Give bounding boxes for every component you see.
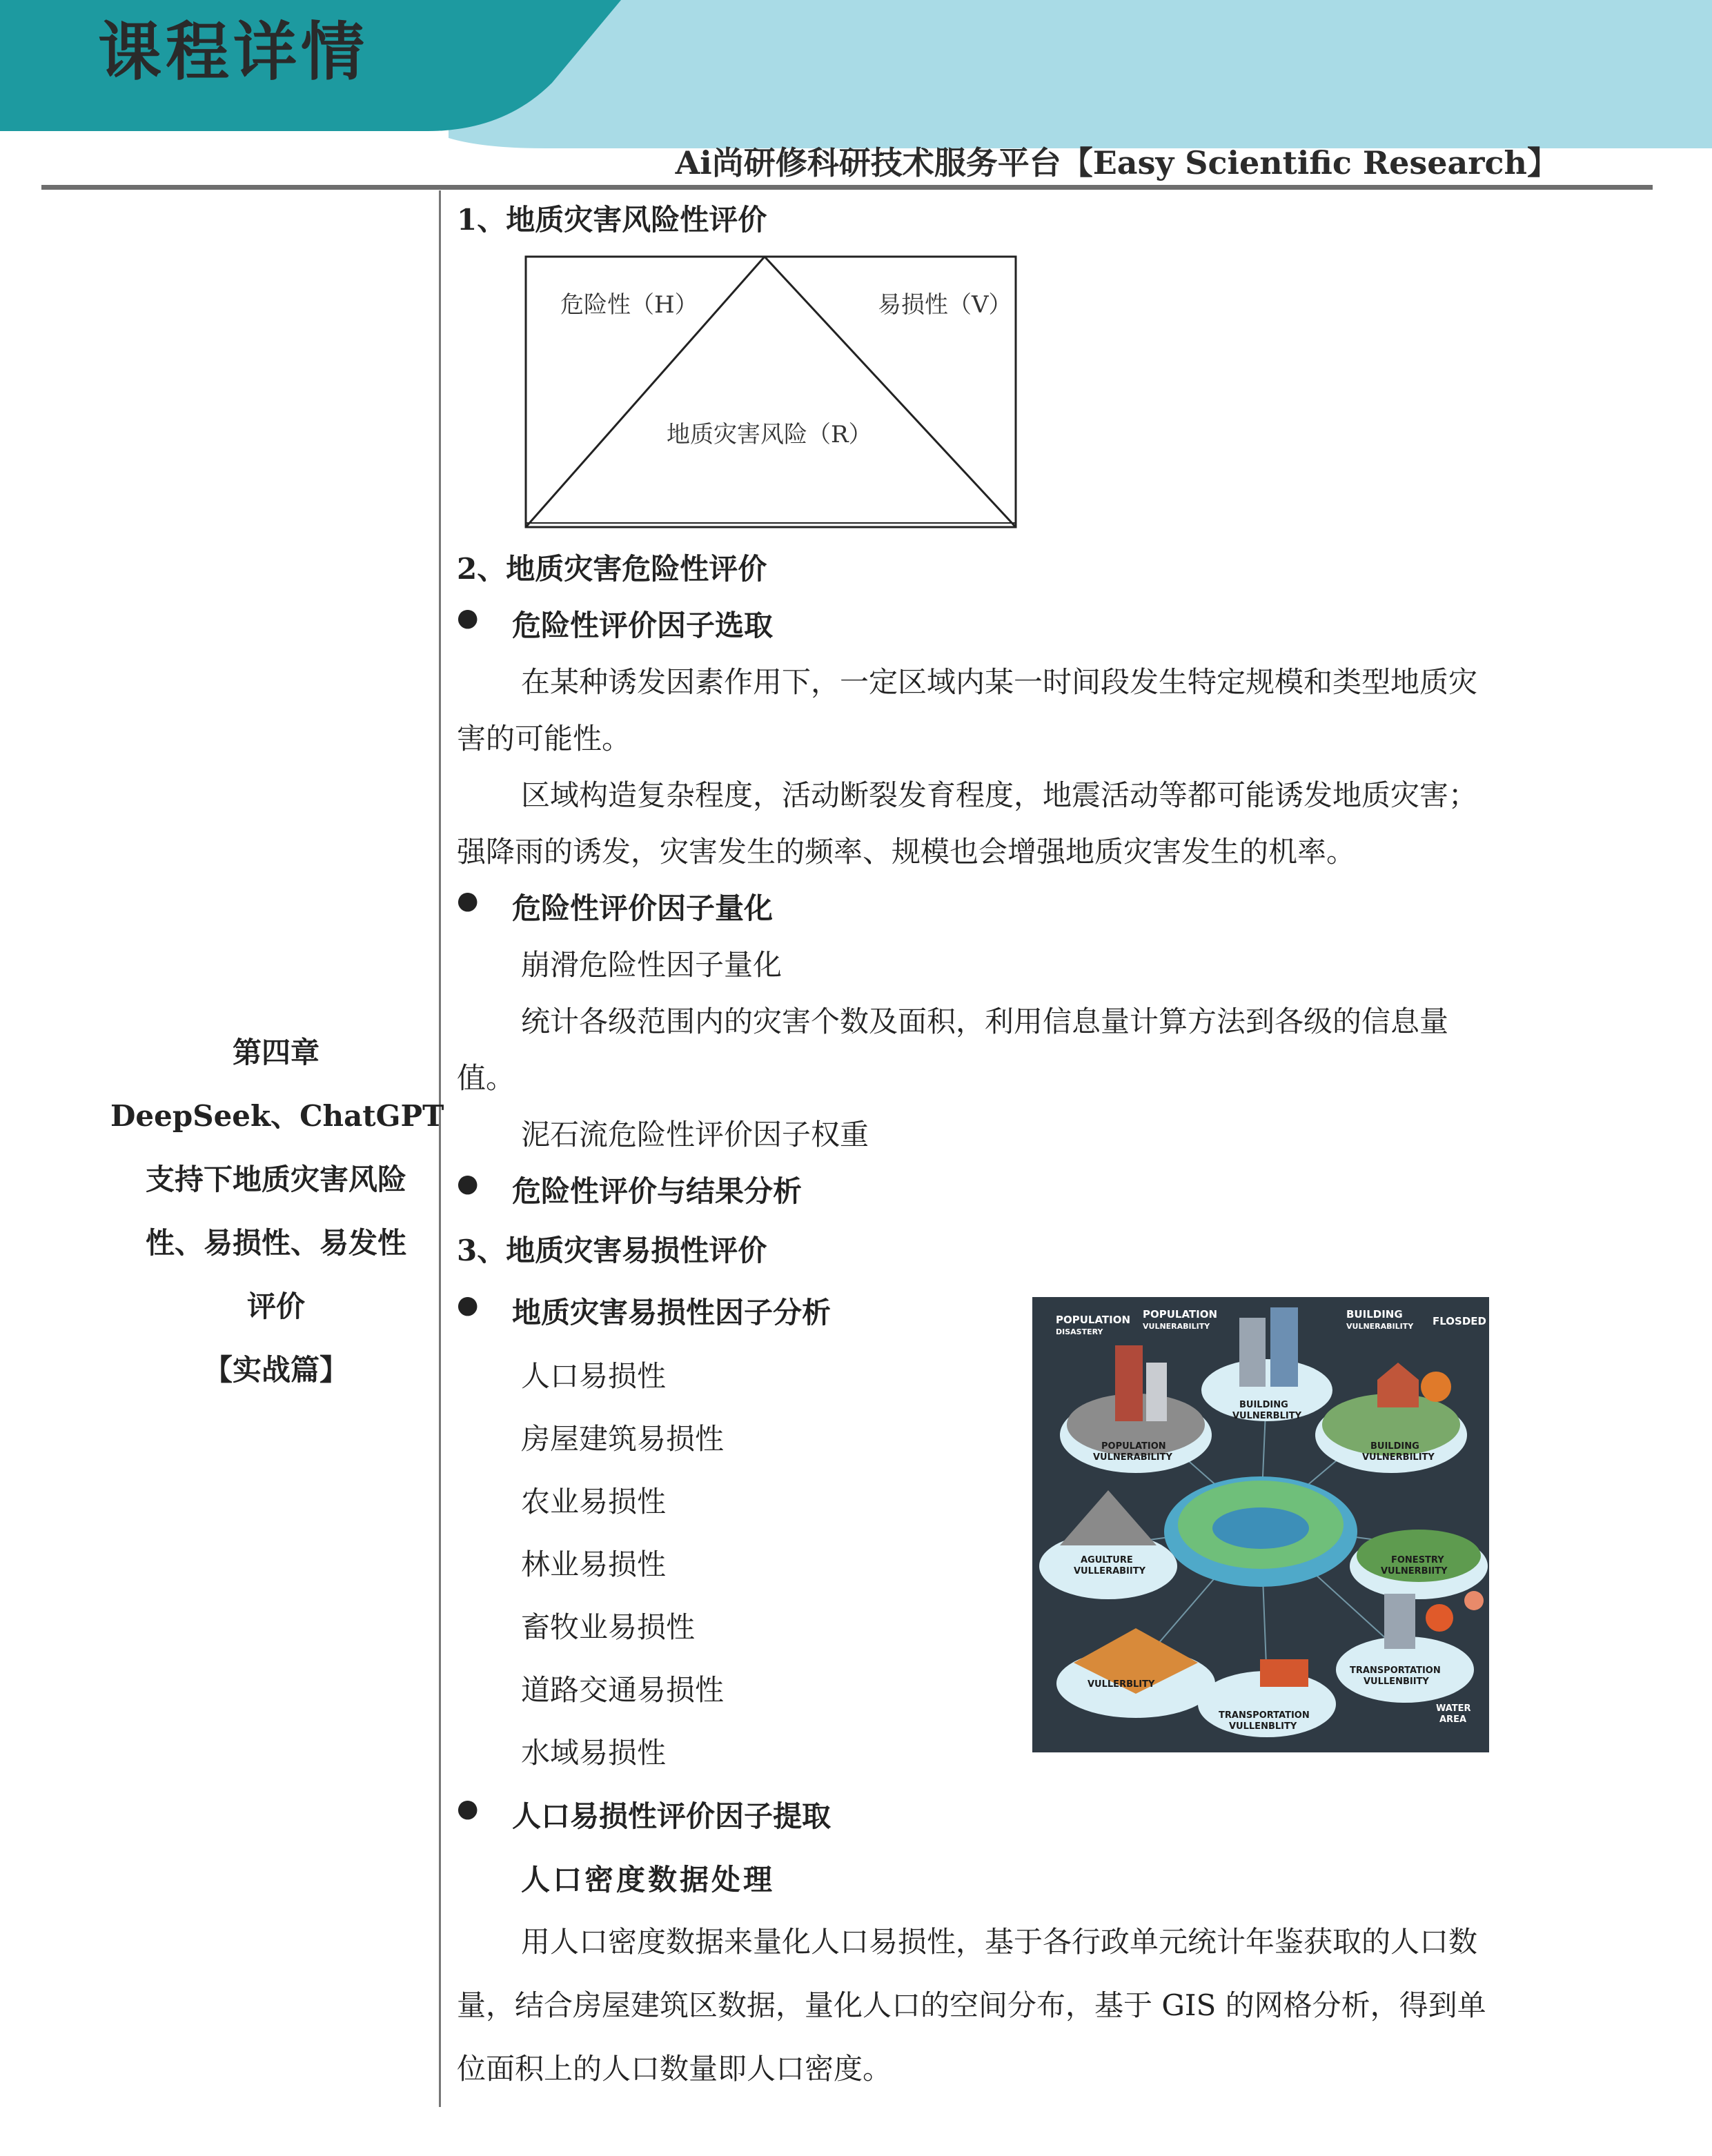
svg-text:VULLENBIITY: VULLENBIITY	[1364, 1677, 1429, 1687]
hazard-label: 危险性（H）	[560, 291, 698, 319]
svg-text:TRANSPORTATION: TRANSPORTATION	[1350, 1665, 1441, 1676]
bullet-factor-quantification: ● 危险性评价因子量化	[457, 886, 773, 927]
svg-text:VULLENBLITY: VULLENBLITY	[1229, 1721, 1297, 1732]
svg-text:FLOSDED: FLOSDED	[1433, 1315, 1486, 1327]
svg-text:VULNERABILITY: VULNERABILITY	[1093, 1452, 1172, 1463]
svg-text:BUILDING: BUILDING	[1346, 1308, 1403, 1321]
svg-text:VULNERBIITY: VULNERBIITY	[1381, 1566, 1448, 1576]
chapter-line: 【实战篇】	[203, 1353, 348, 1387]
svg-text:VULLERABIITY: VULLERABIITY	[1074, 1566, 1145, 1576]
list-item: 崩滑危险性因子量化	[521, 948, 783, 982]
svg-text:BUILDING: BUILDING	[1370, 1441, 1419, 1452]
svg-text:VULNERBILITY: VULNERBILITY	[1362, 1452, 1435, 1463]
list-item: 水域易损性	[521, 1736, 667, 1770]
vulnerability-infographic	[1032, 1297, 1489, 1752]
paragraph-line: 用人口密度数据来量化人口易损性，基于各行政单元统计年鉴获取的人口数	[521, 1925, 1478, 1959]
subsection-title: 人口密度数据处理	[521, 1863, 776, 1897]
platform-name: Ai尚研修科研技术服务平台【Easy Scientific Research】	[675, 144, 1559, 181]
svg-text:VULLERBLITY: VULLERBLITY	[1088, 1679, 1155, 1690]
header-divider	[41, 185, 1653, 190]
list-item: 泥石流危险性评价因子权重	[521, 1118, 869, 1151]
paragraph-line: 在某种诱发因素作用下，一定区域内某一时间段发生特定规模和类型地质灾	[521, 665, 1478, 699]
bullet-result-analysis: ● 危险性评价与结果分析	[457, 1169, 802, 1210]
chapter-line: 性、易损性、易发性	[145, 1226, 406, 1260]
list-item: 畜牧业易损性	[521, 1610, 696, 1644]
bullet-factor-selection: ● 危险性评价因子选取	[457, 603, 773, 644]
section-title-vulnerability: 3、地质灾害易损性评价	[457, 1234, 767, 1267]
svg-text:POPULATION: POPULATION	[1101, 1441, 1166, 1452]
risk-triangle-diagram	[524, 255, 1021, 531]
section-title-risk: 1、地质灾害风险性评价	[457, 203, 767, 237]
section-title-hazard: 2、地质灾害危险性评价	[457, 552, 767, 586]
svg-text:VULNERBLITY: VULNERBLITY	[1232, 1411, 1301, 1421]
chapter-title	[110, 1021, 442, 1402]
svg-text:DISASTERY: DISASTERY	[1056, 1327, 1103, 1336]
chapter-line: 支持下地质灾害风险	[145, 1163, 406, 1196]
paragraph-line: 区域构造复杂程度，活动断裂发育程度，地震活动等都可能诱发地质灾害；	[521, 778, 1478, 812]
list-item: 人口易损性	[521, 1359, 667, 1393]
svg-text:AGULTURE: AGULTURE	[1081, 1555, 1133, 1565]
svg-text:VULNERABILITY: VULNERABILITY	[1143, 1322, 1210, 1331]
svg-text:FONESTRY: FONESTRY	[1391, 1555, 1444, 1565]
svg-text:POPULATION: POPULATION	[1143, 1308, 1218, 1321]
list-item: 农业易损性	[521, 1485, 667, 1519]
bullet-vulnerability-factors: ● 地质灾害易损性因子分析	[457, 1290, 831, 1332]
paragraph-line: 值。	[457, 1061, 515, 1095]
paragraph-line: 害的可能性。	[457, 722, 631, 755]
svg-text:WATER: WATER	[1436, 1703, 1471, 1714]
svg-text:TRANSPORTATION: TRANSPORTATION	[1219, 1710, 1310, 1721]
risk-label: 地质灾害风险（R）	[667, 421, 872, 448]
vulnerability-label: 易损性（V）	[878, 291, 1012, 319]
paragraph-line: 位面积上的人口数量即人口密度。	[457, 2052, 892, 2086]
svg-text:POPULATION: POPULATION	[1056, 1314, 1131, 1326]
list-item: 林业易损性	[521, 1547, 667, 1581]
banner-title: 课程详情	[98, 15, 369, 89]
paragraph-line: 量，结合房屋建筑区数据，量化人口的空间分布，基于 GIS 的网格分析，得到单	[457, 1988, 1486, 2022]
chapter-line: 评价	[246, 1289, 305, 1323]
list-item: 道路交通易损性	[521, 1673, 725, 1707]
chapter-line: 第四章	[232, 1036, 319, 1069]
svg-text:BUILDING: BUILDING	[1239, 1400, 1288, 1410]
list-item: 房屋建筑易损性	[521, 1422, 725, 1456]
paragraph-line: 统计各级范围内的灾害个数及面积，利用信息量计算方法到各级的信息量	[521, 1005, 1449, 1038]
svg-text:AREA: AREA	[1439, 1714, 1467, 1725]
chapter-line: DeepSeek、ChatGPT	[110, 1099, 444, 1133]
bullet-population-factor: ● 人口易损性评价因子提取	[457, 1794, 831, 1835]
svg-text:VULNERABILITY: VULNERABILITY	[1346, 1322, 1414, 1331]
paragraph-line: 强降雨的诱发，灾害发生的频率、规模也会增强地质灾害发生的机率。	[457, 835, 1356, 869]
